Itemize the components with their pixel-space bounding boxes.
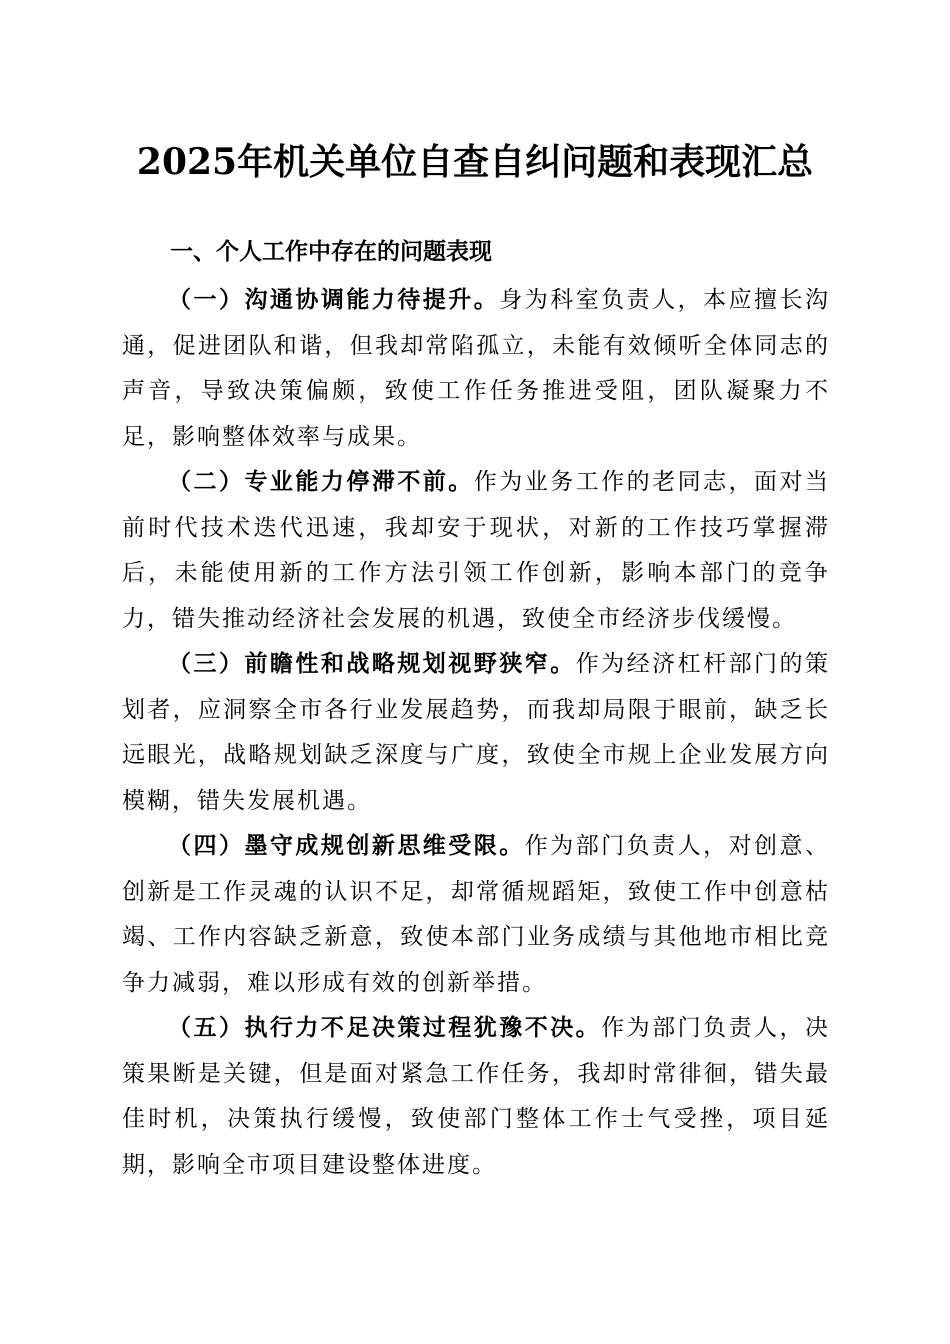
paragraph-3-lead: （三）前瞻性和战略规划视野狭窄。 xyxy=(168,650,576,677)
paragraph-4-lead: （四）墨守成规创新思维受限。 xyxy=(168,832,525,859)
paragraph-5-lead: （五）执行力不足决策过程犹豫不决。 xyxy=(168,1014,602,1041)
paragraph-3-body: 作为经济杠杆部门的策划者，应洞察全市各行业发展趋势，而我却局限于眼前，缺乏长远眼光，战略规划缺乏深度与广度，致使全市规上企业发展方向模糊，错失发展机遇。 xyxy=(122,651,831,814)
section-heading: 一、个人工作中存在的问题表现 xyxy=(170,239,492,265)
paragraph-2-lead: （二）专业能力停滞不前。 xyxy=(168,468,474,495)
document-title: 2025年机关单位自查自纠问题和表现汇总 xyxy=(136,141,814,183)
paragraph-4-body: 作为部门负责人，对创意、创新是工作灵魂的认识不足，却常循规蹈矩，致使工作中创意枯竭、工作内容缺乏新意，致使本部门业务成绩与其他地市相比竞争力减弱，难以形成有效的创新举措。 xyxy=(122,833,831,996)
paragraph-1-lead: （一）沟通协调能力待提升。 xyxy=(168,286,500,313)
paragraph-3 xyxy=(122,641,830,824)
paragraph-1 xyxy=(122,277,830,460)
paragraph-2 xyxy=(122,459,830,642)
paragraph-5 xyxy=(122,1005,830,1188)
paragraph-4 xyxy=(122,823,830,1006)
paragraph-2-body: 作为业务工作的老同志，面对当前时代技术迭代迅速，我却安于现状，对新的工作技巧掌握滞后，未能使用新的工作方法引领工作创新，影响本部门的竞争力，错失推动经济社会发展的机遇，致使全市经济步伐缓慢。 xyxy=(122,469,831,632)
paragraph-5-body: 作为部门负责人，决策果断是关键，但是面对紧急工作任务，我却时常徘徊，错失最佳时机，决策执行缓慢，致使部门整体工作士气受挫，项目延期，影响全市项目建设整体进度。 xyxy=(122,1015,831,1178)
paragraph-1-body: 身为科室负责人，本应擅长沟通，促进团队和谐，但我却常陷孤立，未能有效倾听全体同志的声音，导致决策偏颇，致使工作任务推进受阻，团队凝聚力不足，影响整体效率与成果。 xyxy=(122,287,831,450)
